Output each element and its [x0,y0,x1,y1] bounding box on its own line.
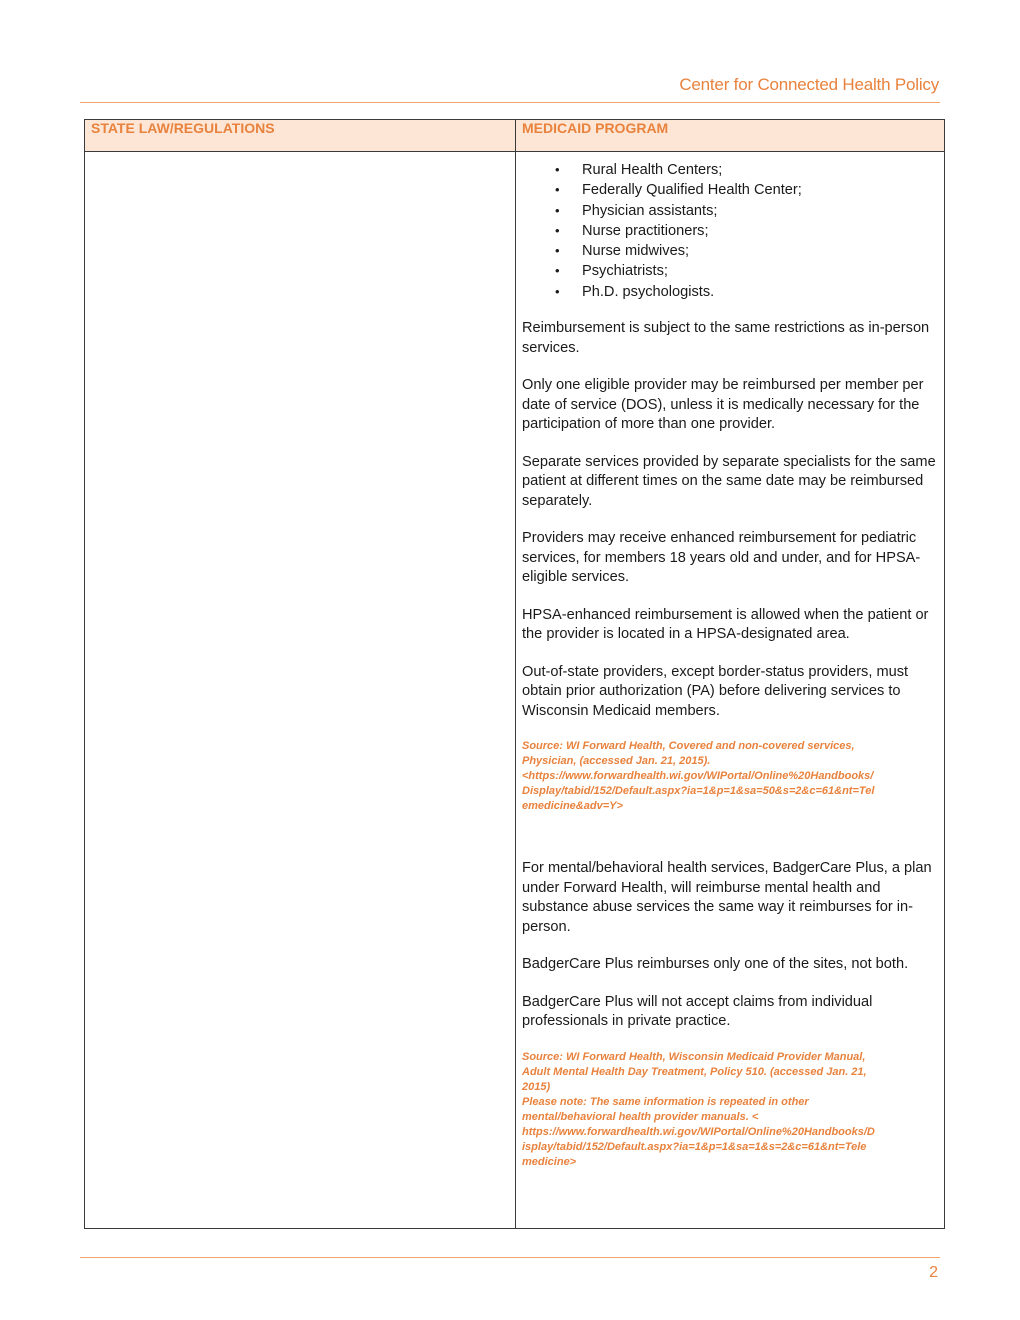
paragraph: Only one eligible provider may be reimbursed per member per date of service (DOS), unless it is medically necessary for the participation of more than one provider. [522,377,924,433]
list-item: • Nurse practitioners; [582,221,938,241]
citation-link[interactable]: https://www.forwardhealth.wi.gov/WIPortal/Online%20Handbooks/D [522,1125,875,1138]
paragraph: BadgerCare Plus will not accept claims from individual professionals in private practice. [522,993,873,1030]
paragraph: Reimbursement is subject to the same restrictions as in-person services. [522,320,930,356]
citation-line: Physician, (accessed Jan. 21, 2015). [522,755,711,768]
list-item: • Federally Qualified Health Center; [582,180,938,200]
source-citation [522,739,938,814]
citation-link[interactable]: <https://www.forwardhealth.wi.gov/WIPortal/Online%20Handbooks/ [522,770,874,783]
source-citation [522,1050,938,1170]
list-item: • Physician assistants; [582,201,938,221]
list-item: • Rural Health Centers; [582,160,938,180]
paragraph: Separate services provided by separate specialists for the same patient at different times on the same date may be reimbursed separately. [522,453,936,509]
citation-link[interactable]: emedicine&adv=Y> [522,800,623,813]
list-item: • Nurse midwives; [582,241,938,261]
policy-table [84,119,945,1229]
citation-line: Source: WI Forward Health, Covered and non-covered services, [522,740,855,753]
medicaid-cell [516,152,945,1229]
paragraph: BadgerCare Plus reimburses only one of the sites, not both. [522,956,909,973]
citation-note: mental/behavioral health provider manuals. < [522,1110,759,1123]
paragraph: Out-of-state providers, except border-status providers, must obtain prior authorization (PA) before delivering services to Wisconsin Medicaid members. [522,663,909,719]
citation-link[interactable]: medicine> [522,1155,577,1168]
list-item: • Ph.D. psychologists. [582,282,938,302]
paragraph: HPSA-enhanced reimbursement is allowed when the patient or the provider is located in a HPSA-designated area. [522,606,929,643]
column-header-state-law: STATE LAW/REGULATIONS [85,120,516,152]
paragraph: Providers may receive enhanced reimbursement for pediatric services, for members 18 years old and under, and for HPSA-eligible services. [522,530,921,586]
header-divider [80,102,940,103]
citation-note: Please note: The same information is repeated in other [522,1095,809,1108]
citation-line: Adult Mental Health Day Treatment, Policy 510. (accessed Jan. 21, [522,1065,867,1078]
citation-link[interactable]: Display/tabid/152/Default.aspx?ia=1&p=1&sa=50&s=2&c=61&nt=Tel [522,785,875,798]
list-item: • Psychiatrists; [582,261,938,281]
eligible-provider-list [522,160,938,302]
paragraph: For mental/behavioral health services, BadgerCare Plus, a plan under Forward Health, will reimburse mental health and substance abuse services the same way it reimburses for in-person. [522,860,932,935]
column-header-medicaid: MEDICAID PROGRAM [516,120,945,152]
citation-line: 2015) [522,1080,551,1093]
citation-line: Source: WI Forward Health, Wisconsin Medicaid Provider Manual, [522,1050,866,1063]
citation-link[interactable]: isplay/tabid/152/Default.aspx?ia=1&p=1&sa=1&s=2&c=61&nt=Tele [522,1140,867,1153]
state-law-cell [85,152,516,1229]
footer-divider [80,1257,940,1258]
organization-name: Center for Connected Health Policy [679,75,939,94]
page-number: 2 [929,1264,938,1281]
